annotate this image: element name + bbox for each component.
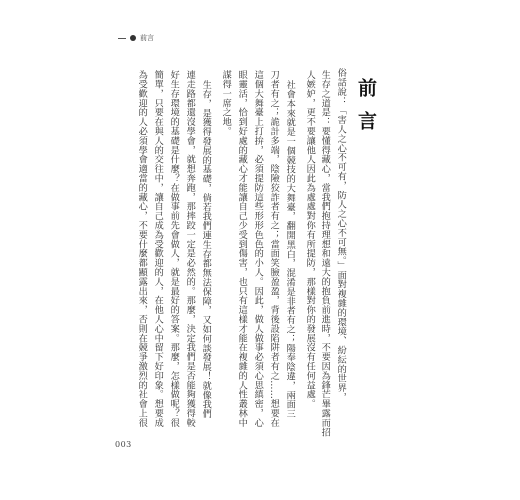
header-rule — [118, 38, 126, 39]
text-column: 社會本來就是一個競技的大舞臺，翻開黑白，混淆是非者有之；陽奉陰違，兩面三 — [284, 80, 296, 419]
text-column: 這個大舞臺上打拚，必須提防這些形形色色的小人。因此，做人做事必須心思縝密，心 — [252, 70, 264, 428]
text-column: 生存之道是：要懂得藏心，當我們抱持理想和遠大的抱負前進時，不要因為鋒芒畢露而招 — [319, 70, 331, 437]
page-title: 前言 — [355, 78, 377, 144]
text-column: 謀得一席之地。 — [220, 70, 232, 136]
text-column: 連走路都還沒學會，就想奔跑，那摔跤一定是必然的。那麼，決定我們是否能夠獲得較 — [184, 70, 196, 428]
text-column: 俗話說：「害人之心不可有，防人之心不可無。」面對複雜的環境、紛紜的世界， — [335, 68, 347, 402]
text-column: 生存，是獲得發展的基礎，倘若我們連生存都無法保障，又如何談發展！就像我們 — [200, 80, 212, 419]
header-bullet-icon — [130, 35, 136, 41]
text-column: 為受歡迎的人必須學會適當的藏心，不要什麼都顯露出來，否則在競爭激烈的社會上很 — [136, 70, 148, 428]
running-title: 前言 — [140, 34, 154, 42]
running-header — [118, 33, 154, 43]
text-column: 好生存環境的基礎是什麼？在做事前先會做人，就是最好的答案。那麼，怎樣做呢？很 — [168, 70, 180, 428]
text-column: 簡單，只要在與人的交往中，讓自己成為受歡迎的人，在他人心中留下好印象。想要成 — [152, 70, 164, 428]
page-number: 003 — [115, 440, 132, 449]
text-column: 眼靈活，恰到好處的藏心才能讓自己少受到傷害，也只有這樣才能在複雜的人性叢林中 — [236, 70, 248, 428]
text-column: 刀者有之；詭計多端，陰險狡詐者有之；當面笑臉盈盈，背後設陷阱者有之……想要在 — [268, 70, 280, 428]
text-column: 人嫉妒，更不要讓他人因此為處處對你有所提防，那樣對你的發展沒有任何益處。 — [304, 70, 316, 409]
